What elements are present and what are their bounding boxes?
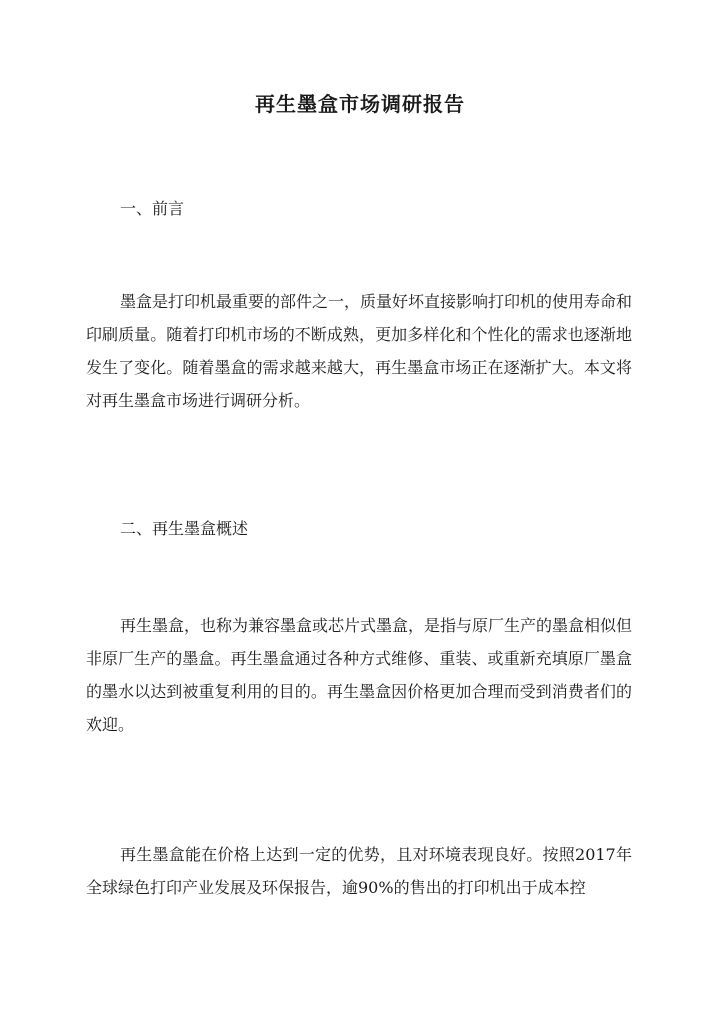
paragraph-preface: 墨盒是打印机最重要的部件之一，质量好坏直接影响打印机的使用寿命和印刷质量。随着打印机市场的不断成熟，更加多样化和个性化的需求也逐渐地发生了变化。随着墨盒的需求越来越大，再生墨盒市场正在逐渐扩大。本文将对再生墨盒市场进行调研分析。 xyxy=(86,292,633,410)
paragraph-overview-2: 再生墨盒能在价格上达到一定的优势，且对环境表现良好。按照2017年全球绿色打印产业发展及环保报告，逾90%的售出的打印机出于成本控 xyxy=(86,845,632,897)
paragraph-overview-1: 再生墨盒，也称为兼容墨盒或芯片式墨盒，是指与原厂生产的墨盒相似但非原厂生产的墨盒。再生墨盒通过各种方式维修、重装、或重新充填原厂墨盒的墨水以达到被重复利用的目的。再生墨盒因价格更加合理而受到消费者们的欢迎。 xyxy=(86,616,633,734)
section-heading-preface: 一、前言 xyxy=(120,199,185,218)
section-heading-overview: 二、再生墨盒概述 xyxy=(120,519,249,538)
document-title: 再生墨盒市场调研报告 xyxy=(255,92,465,116)
